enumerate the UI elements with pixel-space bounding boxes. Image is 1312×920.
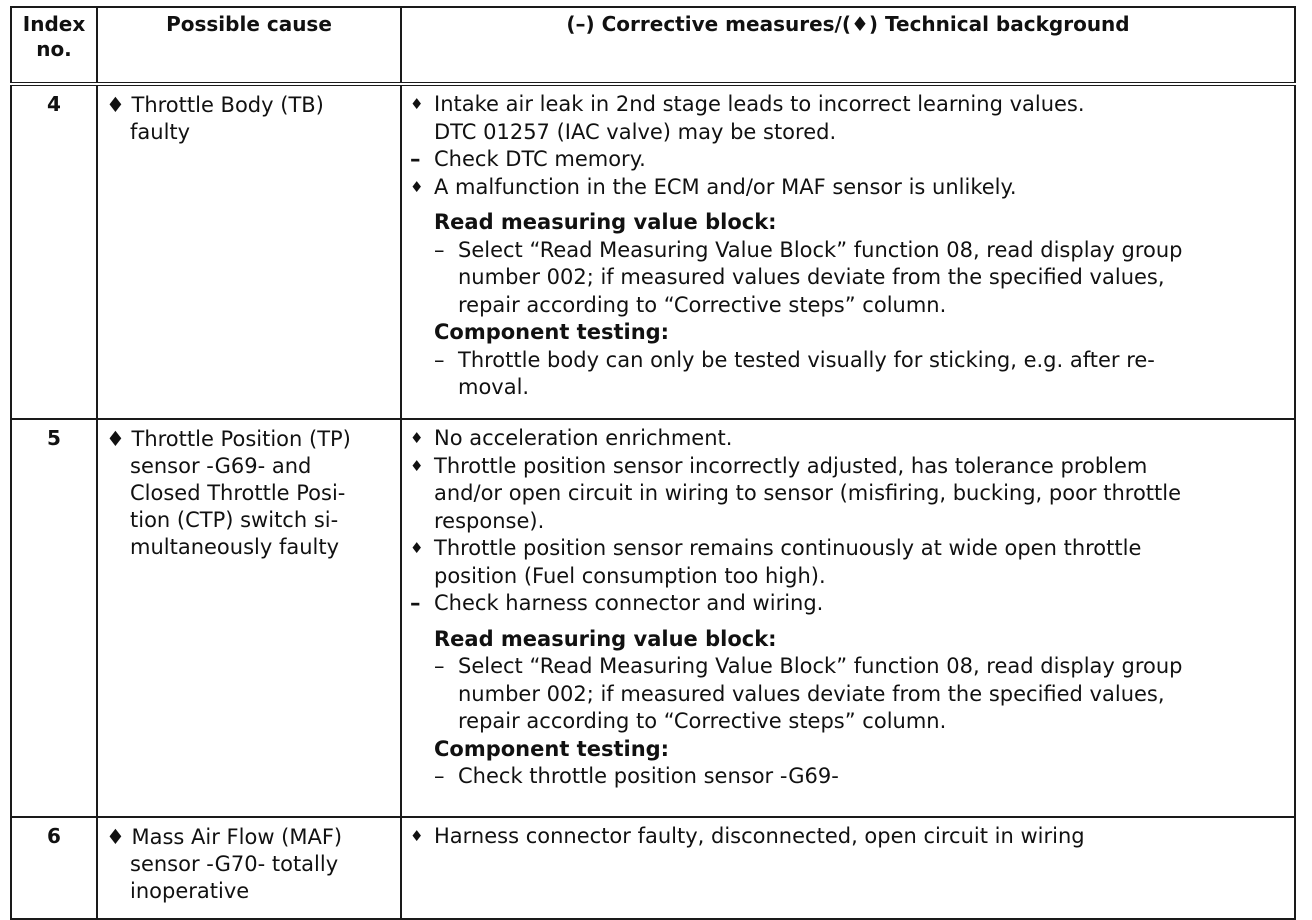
cause-line: sensor -G70- totally <box>130 852 339 876</box>
background-item <box>410 174 1288 202</box>
item-text-continued: DTC 01257 (IAC valve) may be stored. <box>434 119 837 144</box>
table-row <box>11 419 1295 817</box>
header-index: Index no. <box>11 7 97 84</box>
possible-cause-cell <box>97 419 401 817</box>
cause-line: inoperative <box>130 879 250 903</box>
read-block-title: Read measuring value block: <box>434 626 777 651</box>
item-text-continued: number 002; if measured values deviate from the specified values, <box>458 265 1165 289</box>
component-testing-title: Component testing: <box>434 736 670 761</box>
header-corrective-measures: (–) Corrective measures/(♦) Technical background <box>401 7 1295 84</box>
cause-line: ♦ Mass Air Flow (MAF) <box>106 825 343 849</box>
item-text-continued: and/or open circuit in wiring to sensor (misfiring, bucking, poor throttle <box>434 481 1182 505</box>
bullet-icon: ♦ <box>410 177 424 196</box>
possible-cause-cell <box>97 817 401 919</box>
item-text-continued: repair according to “Corrective steps” column. <box>458 292 947 317</box>
component-testing-title: Component testing: <box>434 320 670 344</box>
background-item <box>410 823 1288 851</box>
item-text-continued: repair according to “Corrective steps” column. <box>458 709 947 733</box>
item-text: Check DTC memory. <box>434 147 646 171</box>
item-text-continued: response). <box>434 508 545 533</box>
row-index: 5 <box>11 419 97 817</box>
bullet-icon: ♦ <box>410 95 424 113</box>
item-text: No acceleration enrichment. <box>434 426 733 450</box>
cause-line: tion (CTP) switch si- <box>130 508 339 532</box>
background-item <box>410 425 1288 453</box>
dash-icon: – <box>434 347 445 372</box>
item-text-continued: number 002; if measured values deviate from the specified values, <box>458 681 1165 706</box>
item-text: Throttle body can only be tested visually for sticking, e.g. after re- <box>458 347 1155 372</box>
measure-item <box>410 146 1288 174</box>
table-header-row <box>11 7 1295 84</box>
item-text: Intake air leak in 2nd stage leads to incorrect learning values. <box>434 92 1085 116</box>
item-text: Check throttle position sensor -G69- <box>458 764 839 788</box>
item-text: Throttle position sensor remains continuously at wide open throttle <box>434 536 1142 560</box>
read-block-title: Read measuring value block: <box>434 210 777 234</box>
row-index: 4 <box>11 84 97 419</box>
header-possible-cause: Possible cause <box>97 7 401 84</box>
table-row <box>11 817 1295 919</box>
dash-icon: – <box>434 654 445 678</box>
bullet-icon: ♦ <box>410 456 424 475</box>
bullet-icon: ♦ <box>410 827 424 845</box>
item-text: Select “Read Measuring Value Block” function 08, read display group <box>458 237 1183 262</box>
item-text: A malfunction in the ECM and/or MAF sensor is unlikely. <box>434 174 1017 199</box>
document-page <box>10 6 1294 903</box>
bullet-icon: ♦ <box>410 539 424 557</box>
measures-cell <box>401 419 1295 817</box>
item-text: Check harness connector and wiring. <box>434 591 824 615</box>
item-text: Select “Read Measuring Value Block” function 08, read display group <box>458 654 1183 678</box>
dash-icon: – <box>410 147 421 171</box>
item-text: Throttle position sensor incorrectly adjusted, has tolerance problem <box>434 453 1148 478</box>
background-item <box>410 91 1288 119</box>
dash-icon: – <box>434 237 445 262</box>
possible-cause-cell <box>97 84 401 419</box>
component-testing-item <box>410 763 1288 791</box>
component-testing-item <box>410 347 1288 375</box>
read-block-item <box>410 237 1288 265</box>
measure-item <box>410 590 1288 618</box>
measures-cell <box>401 84 1295 419</box>
item-text-continued: position (Fuel consumption too high). <box>434 563 826 588</box>
table-row <box>11 84 1295 419</box>
diagnostic-table <box>10 6 1296 920</box>
dash-icon: – <box>434 764 445 788</box>
row-index: 6 <box>11 817 97 919</box>
cause-line: ♦ Throttle Position (TP) <box>106 427 351 451</box>
cause-line: Closed Throttle Posi- <box>130 481 346 505</box>
item-text-continued: moval. <box>458 375 530 399</box>
cause-line: ♦ Throttle Body (TB) <box>106 93 324 117</box>
read-block-item <box>410 653 1288 681</box>
bullet-icon: ♦ <box>410 429 424 447</box>
cause-line: multaneously faulty <box>130 535 340 559</box>
item-text: Harness connector faulty, disconnected, open circuit in wiring <box>434 824 1085 848</box>
background-item <box>410 453 1288 481</box>
cause-line: faulty <box>130 120 191 144</box>
background-item <box>410 535 1288 563</box>
cause-line: sensor -G69- and <box>130 454 312 478</box>
dash-icon: – <box>410 591 421 615</box>
measures-cell <box>401 817 1295 919</box>
